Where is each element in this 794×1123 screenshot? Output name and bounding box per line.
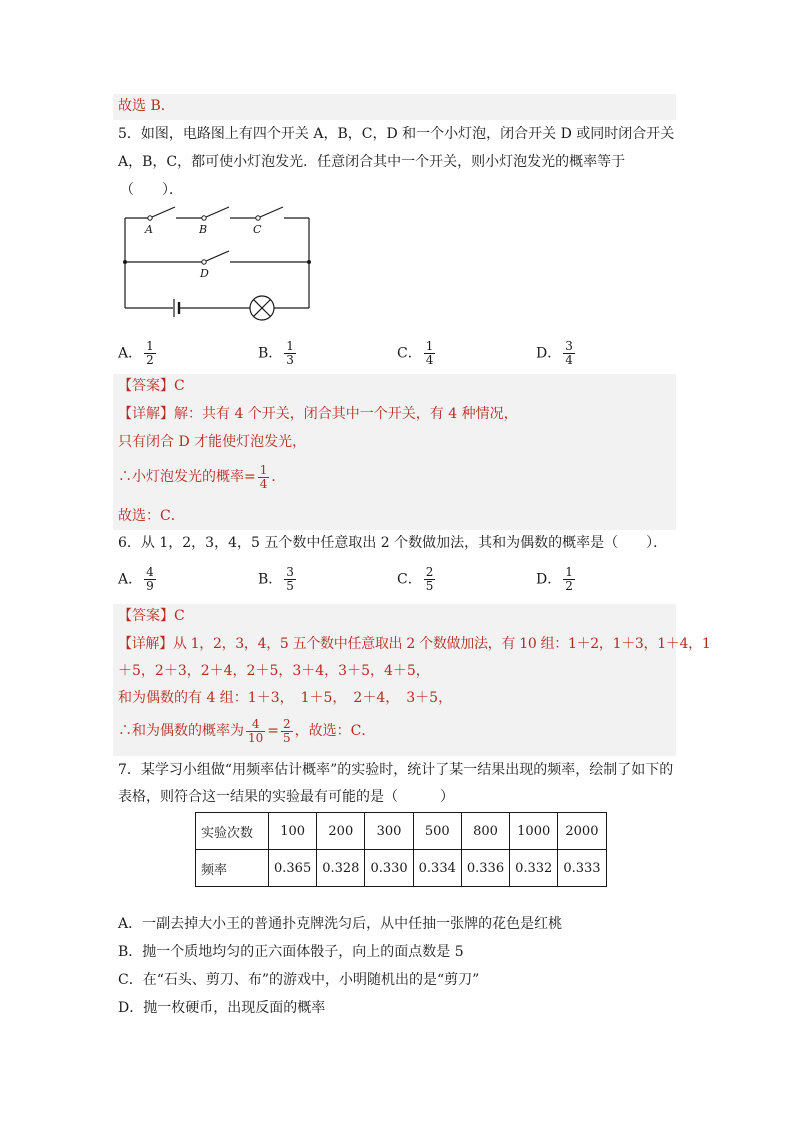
q5-option-b: B． $\frac{1}{3}$: [258, 339, 294, 367]
q5-conclusion: 故选：C．: [118, 508, 185, 524]
q6-detail-line4: ∴和为偶数的概率为 $\frac{4}{10}$ = $\frac{2}{5}$ ，故选：C．: [118, 716, 376, 745]
q5-stem-line2: A，B，C，都可使小灯泡发光．任意闭合其中一个开关，则小灯泡发光的概率等于: [118, 154, 626, 170]
q5-answer-shade: [113, 374, 676, 530]
prev-conclusion: 故选 B．: [118, 98, 175, 114]
q7-option-d: D．抛一枚硬币，出现反面的概率: [118, 1000, 326, 1016]
q5-detail-line1: 【详解】解：共有 4 个开关，闭合其中一个开关，有 4 种情况，: [118, 406, 518, 422]
switch-label-c: C: [253, 223, 262, 236]
table-cell: 0.332: [510, 850, 558, 887]
table-header-frequency: 频率: [196, 850, 269, 887]
q7-option-b: B．抛一个质地均匀的正六面体骰子，向上的面点数是 5: [118, 944, 464, 960]
q5-detail-line3: ∴小灯泡发光的概率= $\frac{1}{4}$ ．: [118, 462, 286, 491]
table-cell: 0.365: [269, 850, 317, 887]
table-cell: 300: [365, 813, 413, 850]
q6-option-b: B． $\frac{3}{5}$: [258, 565, 294, 593]
q7-stem-line2: 表格，则符合这一结果的实验最有可能的是（ ）: [118, 789, 454, 805]
q7-stem-line1: 7．某学习小组做“用频率估计概率”的实验时，统计了某一结果出现的频率，绘制了如下的: [118, 762, 674, 778]
table-cell: 0.328: [317, 850, 365, 887]
table-cell: 200: [317, 813, 365, 850]
switch-label-b: B: [199, 223, 208, 236]
switch-label-d: D: [200, 267, 209, 280]
q6-option-c: C． $\frac{2}{5}$: [397, 565, 434, 593]
frequency-table: [195, 812, 607, 887]
table-cell: 100: [269, 813, 317, 850]
q5-stem-line1: 5．如图，电路图上有四个开关 A，B，C，D 和一个小灯泡，闭合开关 D 或同时闭合开关: [118, 126, 675, 142]
table-row: [196, 850, 607, 887]
table-cell: 0.330: [365, 850, 413, 887]
table-cell: 1000: [510, 813, 558, 850]
top-shade: [113, 94, 676, 120]
q5-option-a: A． $\frac{1}{2}$: [118, 339, 154, 367]
table-cell: 0.334: [413, 850, 461, 887]
q6-option-d: D． $\frac{1}{2}$: [536, 565, 573, 593]
q6-stem: 6．从 1，2，3，4，5 五个数中任意取出 2 个数做加法，其和为偶数的概率是（ ）．: [118, 535, 668, 551]
q5-answer: 【答案】C: [118, 378, 185, 394]
q6-detail-line2: ＋5，2＋3，2＋4，2＋5，3＋4，3＋5，4＋5，: [118, 663, 430, 679]
table-header-trials: 实验次数: [196, 813, 269, 850]
q6-answer: 【答案】C: [118, 608, 185, 624]
table-row: [196, 813, 607, 850]
q7-option-c: C．在“石头、剪刀、布”的游戏中，小明随机出的是“剪刀”: [118, 972, 480, 988]
q6-option-a: A． $\frac{4}{9}$: [118, 565, 154, 593]
q5-detail-line2: 只有闭合 D 才能使灯泡发光，: [118, 434, 307, 450]
table-cell: 2000: [558, 813, 606, 850]
table-cell: 0.336: [461, 850, 509, 887]
circuit-diagram: [118, 202, 318, 324]
q5-blank: （ ）．: [120, 182, 183, 198]
q5-option-c: C． $\frac{1}{4}$: [397, 339, 434, 367]
q6-detail-line3: 和为偶数的有 4 组：1＋3， 1＋5， 2＋4， 3＋5，: [118, 690, 453, 706]
q7-option-a: A．一副去掉大小王的普通扑克牌洗匀后，从中任抽一张牌的花色是红桃: [118, 916, 563, 932]
q6-detail-line1: 【详解】从 1，2，3，4，5 五个数中任意取出 2 个数做加法，有 10 组：1＋2，1＋3，1＋4，1: [118, 636, 711, 652]
switch-label-a: A: [145, 223, 153, 236]
table-cell: 0.333: [558, 850, 606, 887]
table-cell: 800: [461, 813, 509, 850]
table-cell: 500: [413, 813, 461, 850]
q5-option-d: D． $\frac{3}{4}$: [536, 339, 573, 367]
